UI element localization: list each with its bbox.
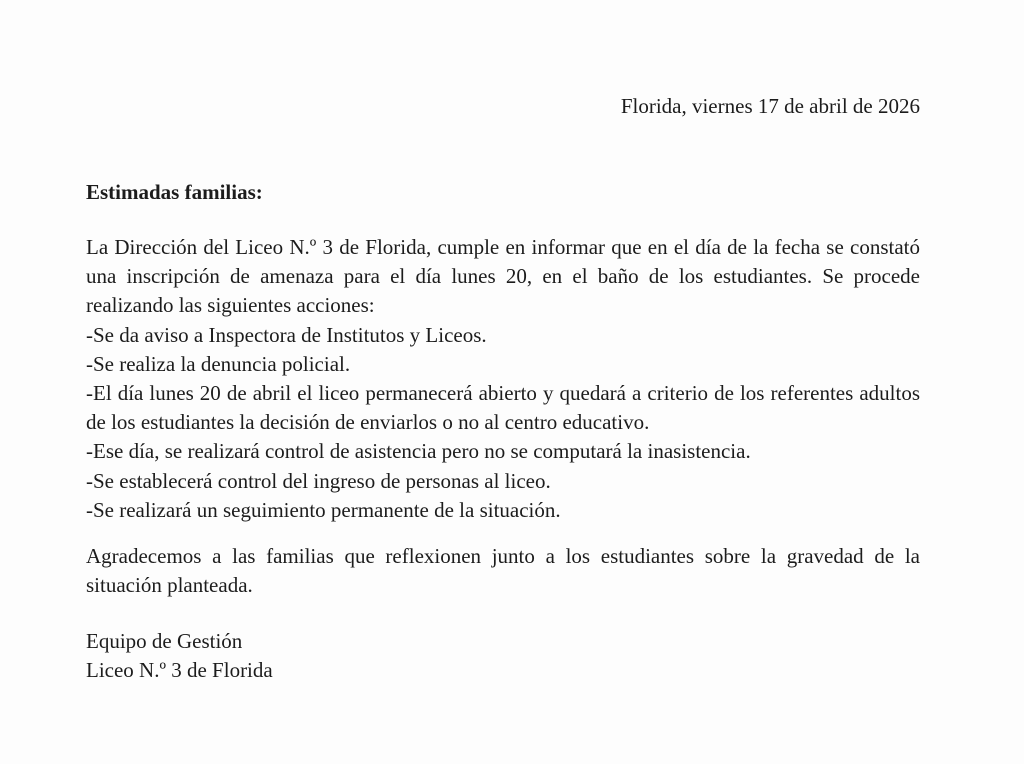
intro-paragraph: La Dirección del Liceo N.º 3 de Florida, cumple en informar que en el día de la fecha se constató una inscripción de amenaza para el día lunes 20, en el baño de los estudiantes. Se procede realizando las siguientes acciones:: [86, 235, 920, 318]
actions-list: [86, 321, 920, 525]
signature-block: [86, 627, 273, 684]
action-item: -Se realizará un seguimiento permanente de la situación.: [86, 497, 561, 522]
signature-team: Equipo de Gestión: [86, 629, 243, 653]
salutation: Estimadas familias:: [86, 180, 263, 204]
closing-paragraph: Agradecemos a las familias que reflexionen junto a los estudiantes sobre la gravedad de la situación planteada.: [86, 544, 920, 598]
action-item: -El día lunes 20 de abril el liceo permanecerá abierto y quedará a criterio de los referentes adultos de los estudiantes la decisión de enviarlos o no al centro educativo.: [86, 381, 920, 435]
action-item: -Ese día, se realizará control de asistencia pero no se computará la inasistencia.: [86, 439, 751, 464]
action-item: -Se da aviso a Inspectora de Institutos y Liceos.: [86, 322, 487, 347]
action-item: -Se establecerá control del ingreso de personas al liceo.: [86, 468, 551, 493]
action-item: -Se realiza la denuncia policial.: [86, 351, 351, 376]
date-line: Florida, viernes 17 de abril de 2026: [620, 94, 920, 118]
letter-body: [86, 233, 920, 525]
signature-institution: Liceo N.º 3 de Florida: [86, 657, 273, 682]
